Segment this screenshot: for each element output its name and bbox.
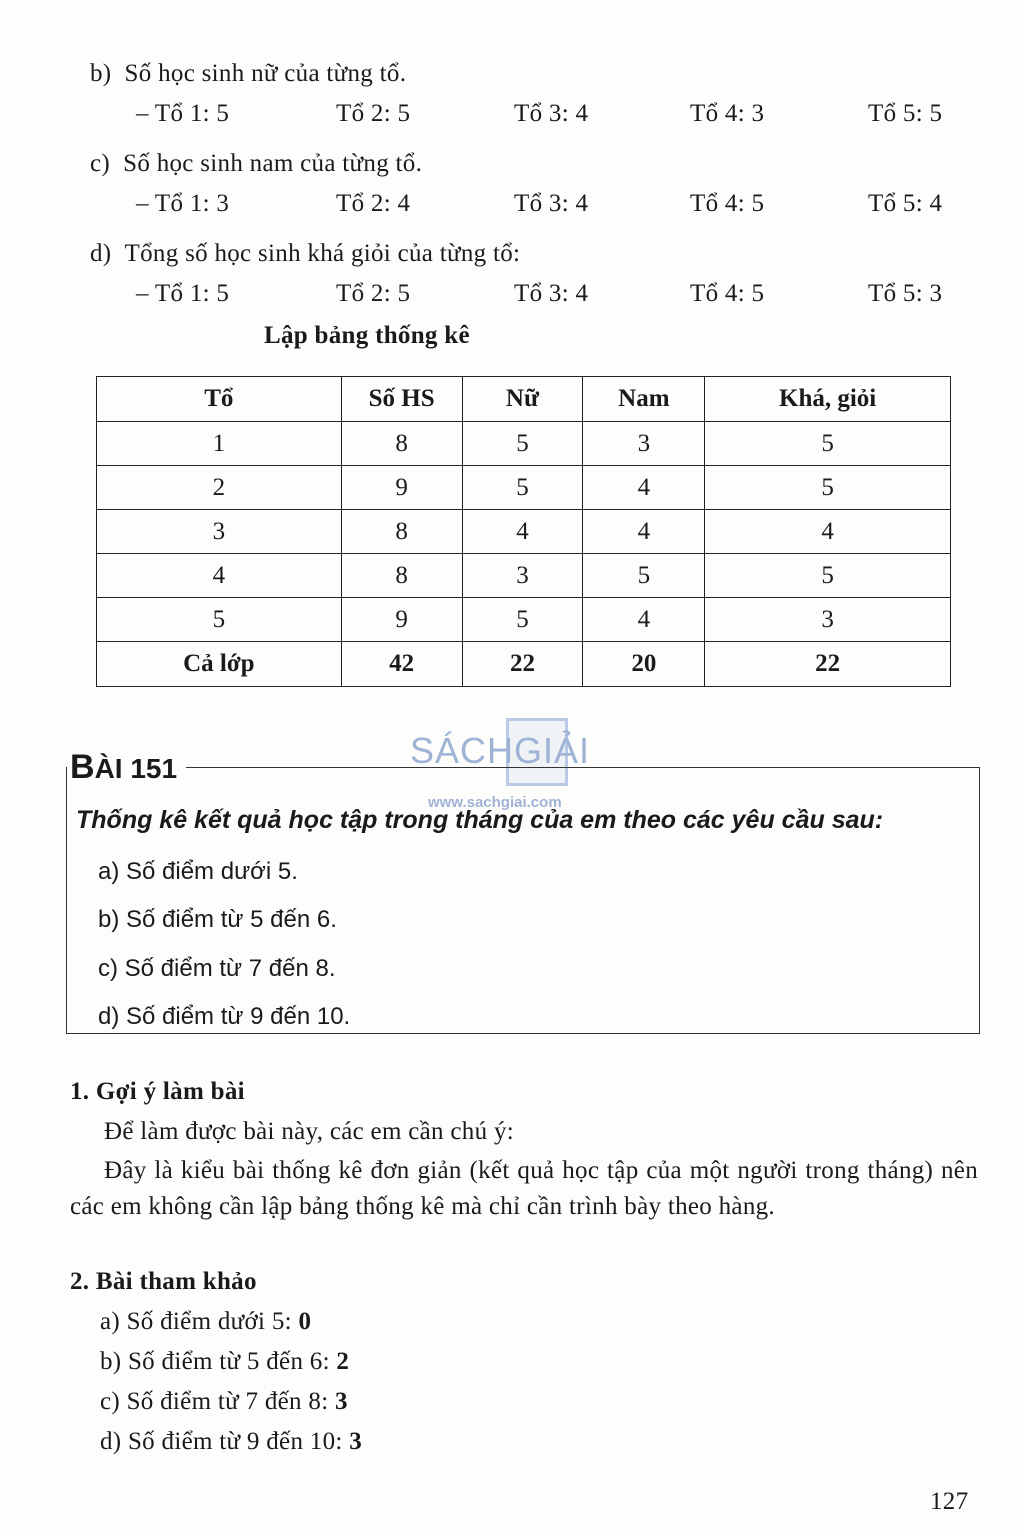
table-row <box>97 598 951 642</box>
table-cell: 1 <box>97 422 342 466</box>
table-cell: 5 <box>462 422 583 466</box>
watermark-url: www.sachgiai.com <box>428 794 562 811</box>
hint-paragraph: Đây là kiểu bài thống kê đơn giản (kết quả học tập của một người trong tháng) nên các em không cần lập bảng thống kê mà chỉ cần trình bày theo hàng. <box>70 1157 978 1220</box>
value-d-2: Tổ 2: 5 <box>336 280 411 307</box>
table-cell: 4 <box>705 510 951 554</box>
table-header-cell: Tổ <box>97 377 342 422</box>
value-b-2: Tổ 2: 5 <box>336 100 411 127</box>
list-item-b-text: b) Số học sinh nữ của từng tổ. <box>90 60 407 87</box>
answer-item: d) Số điểm từ 9 đến 10: 3 <box>100 1428 363 1455</box>
table-row <box>97 466 951 510</box>
table-cell: 5 <box>462 598 583 642</box>
table-cell: 2 <box>97 466 342 510</box>
table-cell: 5 <box>97 598 342 642</box>
table-cell: 5 <box>705 422 951 466</box>
value-b-5: Tổ 5: 5 <box>868 100 943 127</box>
table-header-row <box>97 377 951 422</box>
value-d-1: – Tổ 1: 5 <box>136 280 230 307</box>
value-c-2: Tổ 2: 4 <box>336 190 411 217</box>
table-cell: 42 <box>341 642 462 687</box>
table-cell: 9 <box>341 598 462 642</box>
table-header-cell: Nam <box>583 377 705 422</box>
table-cell: 5 <box>583 554 705 598</box>
table-cell: Cả lớp <box>97 642 342 687</box>
table-cell: 3 <box>462 554 583 598</box>
value-b-4: Tổ 4: 3 <box>690 100 765 127</box>
table-header-cell: Khá, giỏi <box>705 377 951 422</box>
section-heading-hint: 1. Gợi ý làm bài <box>70 1078 245 1105</box>
exercise-item: d) Số điểm từ 9 đến 10. <box>98 1003 351 1030</box>
answer-item: a) Số điểm dưới 5: 0 <box>100 1308 312 1335</box>
table-cell: 4 <box>583 598 705 642</box>
table-cell: 5 <box>705 554 951 598</box>
value-d-4: Tổ 4: 5 <box>690 280 765 307</box>
exercise-prompt: Thống kê kết quả học tập trong tháng của em theo các yêu cầu sau: <box>76 806 884 834</box>
table-cell: 3 <box>97 510 342 554</box>
table-cell: 22 <box>705 642 951 687</box>
value-c-1: – Tổ 1: 3 <box>136 190 230 217</box>
exercise-item: c) Số điểm từ 7 đến 8. <box>98 955 336 982</box>
list-item-d-text: d) Tổng số học sinh khá giỏi của từng tổ: <box>90 240 521 267</box>
table-row <box>97 422 951 466</box>
table-cell: 4 <box>583 466 705 510</box>
table-cell: 4 <box>583 510 705 554</box>
table-total-row <box>97 642 951 687</box>
hint-intro: Để làm được bài này, các em cần chú ý: <box>104 1118 514 1145</box>
table-row <box>97 510 951 554</box>
table-cell: 5 <box>462 466 583 510</box>
list-item-c-text: c) Số học sinh nam của từng tổ. <box>90 150 423 177</box>
table-cell: 9 <box>341 466 462 510</box>
answer-item: c) Số điểm từ 7 đến 8: 3 <box>100 1388 348 1415</box>
table-cell: 8 <box>341 554 462 598</box>
value-d-5: Tổ 5: 3 <box>868 280 943 307</box>
table-cell: 3 <box>705 598 951 642</box>
statistics-table <box>96 376 951 687</box>
table-cell: 3 <box>583 422 705 466</box>
exercise-item: b) Số điểm từ 5 đến 6. <box>98 906 337 933</box>
value-c-5: Tổ 5: 4 <box>868 190 943 217</box>
value-d-3: Tổ 3: 4 <box>514 280 589 307</box>
table-cell: 22 <box>462 642 583 687</box>
answer-item: b) Số điểm từ 5 đến 6: 2 <box>100 1348 350 1375</box>
page-number: 127 <box>930 1488 969 1515</box>
table-header-cell: Nữ <box>462 377 583 422</box>
section-heading-reference: 2. Bài tham khảo <box>70 1268 257 1295</box>
watermark-brand: SÁCHGIẢI <box>410 730 591 771</box>
table-cell: 20 <box>583 642 705 687</box>
table-row <box>97 554 951 598</box>
table-cell: 8 <box>341 510 462 554</box>
table-title: Lập bảng thống kê <box>264 322 470 349</box>
exercise-item: a) Số điểm dưới 5. <box>98 858 298 885</box>
value-b-1: – Tổ 1: 5 <box>136 100 230 127</box>
value-c-4: Tổ 4: 5 <box>690 190 765 217</box>
table-cell: 8 <box>341 422 462 466</box>
table-header-cell: Số HS <box>341 377 462 422</box>
value-c-3: Tổ 3: 4 <box>514 190 589 217</box>
value-b-3: Tổ 3: 4 <box>514 100 589 127</box>
table-cell: 4 <box>462 510 583 554</box>
table-cell: 4 <box>97 554 342 598</box>
exercise-title: BÀI 151 <box>70 748 178 786</box>
table-cell: 5 <box>705 466 951 510</box>
